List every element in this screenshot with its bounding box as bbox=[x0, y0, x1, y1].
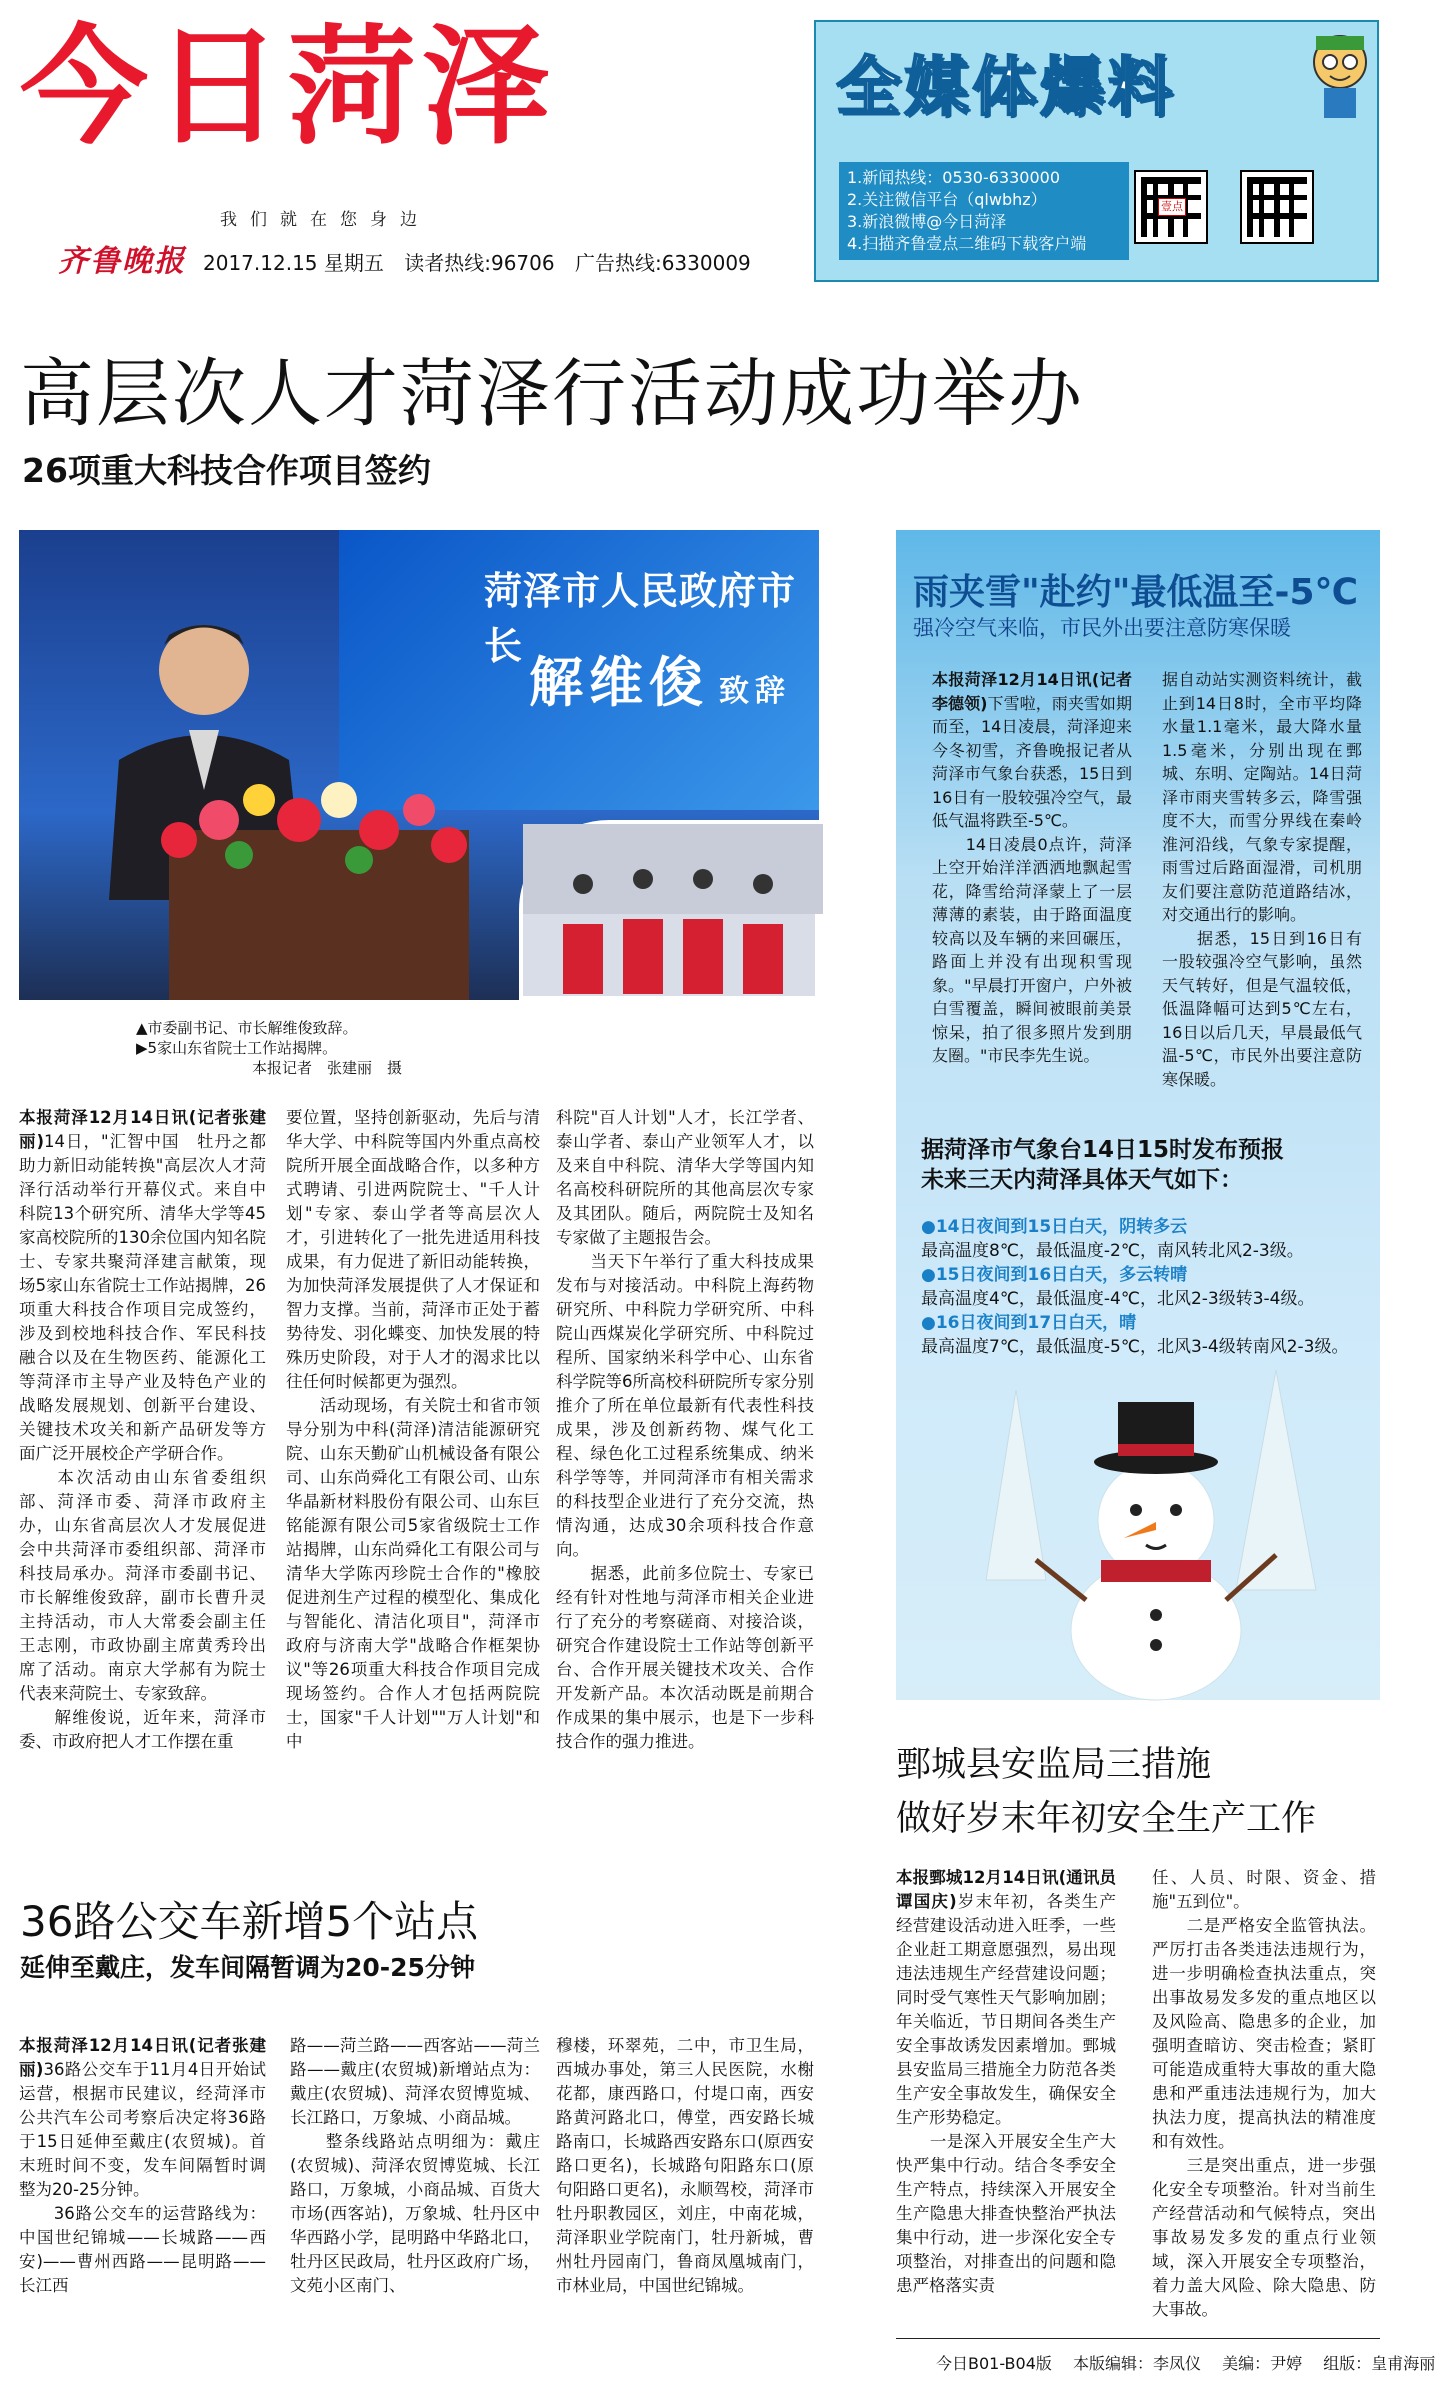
forecast-heading-1: 据菏泽市气象台14日15时发布预报 bbox=[921, 1137, 1285, 1163]
footer-proof: 组版：皇甫海丽 bbox=[1323, 2354, 1436, 2373]
forecast-heading bbox=[921, 1135, 1284, 1195]
footer-art: 美编：尹婷 bbox=[1222, 2354, 1303, 2373]
bus-headline: 36路公交车新增5个站点 bbox=[20, 1897, 479, 1946]
bus-subheadline: 延伸至戴庄，发车间隔暂调为20-25分钟 bbox=[20, 1953, 475, 1982]
forecast-detail: 最高温度8℃，最低温度-2℃，南风转北风2-3级。 bbox=[921, 1241, 1304, 1261]
bus-column-2: 路——菏兰路——西客站——菏兰路——戴庄(农贸城)新增站点为：戴庄(农贸城)、菏泽农贸博览城、长江路口，万象城、小商品城。 整条线路站点明细为：戴庄(农贸城)、菏泽农贸博览城、长江路口，万象城，小商品城、百货大市场(西客站)，万象城、牡丹区中华西路小学，昆明路中华路北口，牡丹区民政局，牡丹区政府广场，文苑小区南门、 bbox=[290, 2036, 540, 2295]
safety-column-2: 任、人员、时限、资金、措施"五到位"。 二是严格安全监管执法。严厉打击各类违法违规行为，进一步明确检查执法重点，突出事故易发多发的重点地区以及风险高、隐患多的企业，加强明查暗访、突击检查；紧盯可能造成重特大事故的重大隐患和严重违法违规行为，加大执法力度，提高执法的精准度和有效性。 三是突出重点，进一步强化安全专项整治。针对当前生产经营活动和气候特点，突出事故易发多发的重点行业领域，深入开展安全专项整治，着力盖大风险、除大隐患、防大事故。 bbox=[1152, 1868, 1376, 2319]
bus-column-1 bbox=[19, 2034, 266, 2334]
bus-dateline: 本报菏泽12月14日讯(记者张建丽) bbox=[19, 2036, 266, 2079]
reader-hotline: 读者热线:96706 bbox=[404, 251, 555, 275]
forecast-heading-2: 未来三天内菏泽具体天气如下： bbox=[921, 1167, 1243, 1193]
backdrop-suffix: 致辞 bbox=[719, 674, 791, 709]
bus-text: 36路公交车于11月4日开始试运营，根据市民建议，经菏泽市公共汽车公司考察后决定将36路于15日延伸至戴庄(农贸城)。首末班时间不变，发车间隔暂时调整为20-25分钟。 36路公交车的运营路线为：中国世纪锦城——长城路——西安)——曹州西路——昆明路——长江西 bbox=[19, 2060, 266, 2295]
promo-list bbox=[839, 162, 1129, 260]
qr-label: 壹点 bbox=[1158, 198, 1186, 216]
forecast-detail: 最高温度4℃，最低温度-4℃，北风2-3级转3-4级。 bbox=[921, 1289, 1315, 1309]
forecast-detail: 最高温度7℃，最低温度-5℃，北风3-4级转南风2-3级。 bbox=[921, 1337, 1349, 1357]
weather-subheadline: 强冷空气来临，市民外出要注意防寒保暖 bbox=[913, 616, 1291, 640]
safety-headline bbox=[896, 1738, 1376, 1846]
weather-box bbox=[896, 530, 1380, 1700]
weather-headline: 雨夹雪"赴约"最低温至-5℃ bbox=[913, 572, 1359, 613]
backdrop-name bbox=[529, 640, 791, 717]
promo-box bbox=[814, 20, 1379, 282]
safety-dateline: 本报鄄城12月14日讯(通讯员 谭国庆) bbox=[896, 1868, 1133, 1911]
weather-column-1 bbox=[932, 668, 1149, 1098]
lead-dateline: 本报菏泽12月14日讯(记者张建丽) bbox=[19, 1108, 266, 1151]
safety-text: 岁末年初，各类生产经营建设活动进入旺季，一些企业赶工期意愿强烈，易出现违法违规生产经营建设问题；同时受气寒性天气影响加剧；年关临近，节日期间各类生产安全事故诱发因素增加。鄄城县安监局三措施全力防范各类生产安全事故发生，确保安全生产形势稳定。 一是深入开展安全生产大快严集中行动。结合冬季安全生产特点，持续深入开展安全生产隐患大排查快整治严执法集中行动，进一步深化安全专项整治，对排查出的问题和隐患严格落实责 bbox=[896, 1892, 1116, 2295]
backdrop-speaker: 解维俊 bbox=[529, 651, 709, 714]
flower-arrangement bbox=[139, 760, 489, 890]
forecast-list bbox=[921, 1215, 1361, 1359]
footer-credits bbox=[936, 2351, 1451, 2374]
footer-pages: 今日B01-B04版 bbox=[936, 2354, 1052, 2373]
photo-caption bbox=[136, 1018, 402, 1078]
lead-column-3: 科院"百人计划"人才，长江学者、泰山学者、泰山产业领军人才，以及来自中科院、清华大学等国内知名高校科研院所的其他高层次专家及其团队。随后，两院院士及知名专家做了主题报告会。 当天下午举行了重大科技成果发布与对接活动。中科院上海药物研究所、中科院力学研究所、中科院山西煤炭化学研究所、中科院过程所、国家纳米科学中心、山东省科学院等6所高校科研院所专家分别推介了所在单位最新有代表性科技成果，涉及创新药物、煤气化工程、绿色化工过程系统集成、纳米科学等等，并同菏泽市有相关需求的科技型企业进行了充分交流，热情沟通，达成30余项科技合作意向。 据悉，此前多位院士、专家已经有针对性地与菏泽市相关企业进行了充分的考察磋商、对接洽谈，研究合作建设院士工作站等创新平台、合作开展关键技术攻关、合作开发新产品。本次活动既是前期合作成果的集中展示，也是下一步科技合作的强力推进。 bbox=[556, 1108, 814, 1751]
bus-column-3: 穆楼，环翠苑，二中，市卫生局，西城办事处，第三人民医院，水榭花都，康西路口，付堤口南，西安路黄河路北口，傅堂，西安路长城路南口，长城路西安路东口(原西安路口更名)，长城路句阳路东口(原句阳路口更名)，永顺驾校，菏泽市牡丹职教园区，刘庄，中南花城，菏泽职业学院南门，牡丹新城，曹州牡丹园南门，鲁商凤凰城南门，市林业局，中国世纪锦城。 bbox=[556, 2036, 814, 2295]
unveiling-scene bbox=[523, 824, 823, 1004]
forecast-item bbox=[921, 1263, 1361, 1311]
dateline bbox=[203, 247, 765, 276]
masthead-slogan: 我们就在您身边 bbox=[220, 210, 430, 230]
lead-headline: 高层次人才菏泽行活动成功举办 bbox=[20, 351, 1084, 437]
caption-line: ▶5家山东省院士工作站揭牌。 bbox=[136, 1039, 338, 1057]
forecast-day: ●15日夜间到16日白天，多云转晴 bbox=[921, 1265, 1188, 1285]
backdrop-title: 菏泽市人民政府市长 bbox=[484, 569, 797, 668]
forecast-item bbox=[921, 1215, 1361, 1263]
inset-photo-unveiling bbox=[519, 820, 819, 1000]
lead-column-1 bbox=[19, 1106, 266, 1866]
lead-photo bbox=[19, 530, 819, 1000]
weather-dateline: 本报菏泽12月14日讯(记者 李德领) bbox=[932, 670, 1149, 713]
lead-text: 14日，"汇智中国 牡丹之都 助力新旧动能转换"高层次人才菏泽行活动举行开幕仪式。来自中科院13个研究所、清华大学等45家高校院所的130余位国内知名院士、专家共聚菏泽建言献策，现场5家山东省院士工作站揭牌，26项重大科技合作项目完成签约，涉及到校地科技合作、军民科技融合以及在生物医药、能源化工等菏泽市主导产业及特色产业的战略发展规划、创新平台建设、关键技术攻关和新产品研发等方面广泛开展校企产学研合作。 本次活动由山东省委组织部、菏泽市委、菏泽市政府主办，山东省高层次人才发展促进会中共菏泽市委组织部、菏泽市科技局承办。菏泽市委副书记、市长解维俊致辞，副市长曹升灵主持活动，市人大常委会副主任王志刚，市政协副主席黄秀玲出席了活动。南京大学郝有为院士代表来菏院士、专家致辞。 解维俊说，近年来，菏泽市委、市政府把人才工作摆在重 bbox=[19, 1132, 266, 1751]
ad-hotline: 广告热线:6330009 bbox=[574, 251, 751, 275]
promo-title: 全媒体爆料 bbox=[836, 51, 1176, 125]
qr-code-app[interactable] bbox=[1242, 172, 1312, 242]
safety-column-1 bbox=[896, 1866, 1133, 2326]
mascot-icon bbox=[1306, 28, 1374, 120]
footer-rule bbox=[896, 2338, 1380, 2339]
forecast-day: ●14日夜间到15日白天，阴转多云 bbox=[921, 1217, 1188, 1237]
forecast-day: ●16日夜间到17日白天，晴 bbox=[921, 1313, 1137, 1333]
lead-column-2: 要位置，坚持创新驱动，先后与清华大学、中科院等国内外重点高校院所开展全面战略合作，以多种方式聘请、引进两院院士、"千人计划"专家、泰山学者等高层次人才，引进转化了一批先进适用科技成果，有力促进了新旧动能转换，为加快菏泽发展提供了人才保证和智力支撑。当前，菏泽市正处于蓄势待发、羽化蝶变、加快发展的特殊历史阶段，对于人才的渴求比以往任何时候都更为强烈。 活动现场，有关院士和省市领导分别为中科(菏泽)清洁能源研究院、山东天勤矿山机械设备有限公司、山东尚舜化工有限公司、山东华晶新材料股份有限公司、山东巨铭能源有限公司5家省级院士工作站揭牌，山东尚舜化工有限公司与清华大学陈丙珍院士合作的"橡胶促进剂生产过程的模型化、集成化与智能化、清洁化项目"，菏泽市政府与济南大学"战略合作框架协议"等26项重大科技合作项目完成现场签约。合作人才包括两院院士，国家"千人计划""万人计划"和中 bbox=[286, 1108, 540, 1751]
promo-item: 2.关注微信平台（qlwbhz） bbox=[847, 190, 1047, 209]
paper-name: 齐鲁晚报 bbox=[58, 244, 186, 279]
lead-subheadline: 26项重大科技合作项目签约 bbox=[22, 451, 431, 490]
promo-item: 3.新浪微博@今日菏泽 bbox=[847, 212, 1007, 231]
weather-text: 下雪啦，雨夹雪如期而至，14日凌晨，菏泽迎来今冬初雪，齐鲁晚报记者从菏泽市气象台获悉，15日到16日有一股较强冷空气，最低气温将跌至-5℃。 14日凌晨0点许，菏泽上空开始洋洋洒洒地飘起雪花，降雪给菏泽蒙上了一层薄薄的素装，由于路面温度较高以及车辆的来回碾压，路面上并没有出现积雪现象。"早晨打开窗户，户外被白雪覆盖，瞬间被眼前美景惊呆，拍了很多照片发到朋友圈。"市民李先生说。 bbox=[932, 693, 1132, 1065]
snowman-illustration bbox=[896, 1350, 1380, 1700]
footer-editor: 本版编辑：李凤仪 bbox=[1072, 2354, 1201, 2373]
issue-date: 2017.12.15 星期五 bbox=[203, 251, 384, 275]
masthead-title: 今日菏泽 bbox=[20, 13, 557, 162]
promo-item: 1.新闻热线：0530-6330000 bbox=[847, 168, 1061, 187]
caption-line: ▲市委副书记、市长解维俊致辞。 bbox=[136, 1019, 358, 1037]
weather-column-2: 据自动站实测资料统计，截止到14日8时，全市平均降水量1.1毫米，最大降水量1.5毫米，分别出现在鄄城、东明、定陶站。14日菏泽市雨夹雪转多云，降雪强度不大，而雪分界线在秦岭淮河沿线，气象专家提醒，雨雪过后路面湿滑，司机朋友们要注意防范道路结冰，对交通出行的影响。 据悉，15日到16日有一股较强冷空气影响，虽然天气转好，但是气温较低，低温降幅可达到5℃左右，16日以后几天，早晨最低气温-5℃，市民外出要注意防寒保暖。 bbox=[1162, 670, 1362, 1089]
caption-credit: 本报记者 张建丽 摄 bbox=[252, 1059, 403, 1077]
promo-item: 4.扫描齐鲁壹点二维码下载客户端 bbox=[847, 234, 1087, 253]
safety-headline-1: 鄄城县安监局三措施 bbox=[896, 1745, 1212, 1785]
safety-headline-2: 做好岁末年初安全生产工作 bbox=[896, 1799, 1317, 1839]
